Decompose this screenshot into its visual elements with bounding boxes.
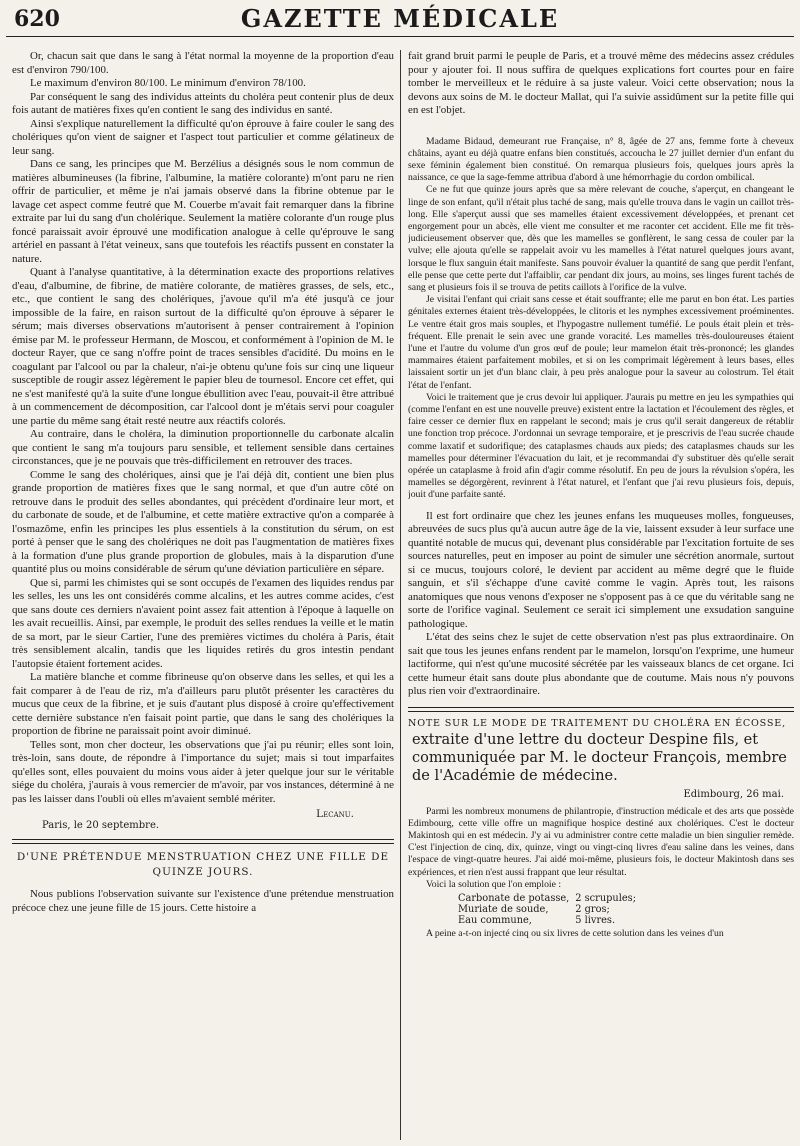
section-heading-line: QUINZE JOURS.	[152, 866, 254, 878]
recipe-qty: 2 scrupules;	[575, 893, 636, 905]
recipe-item: Carbonate de potasse,	[458, 893, 570, 905]
section-heading-line: D'UNE PRÉTENDUE MENSTRUATION CHEZ UNE FILLE DE	[16, 851, 390, 863]
commentary-paragraph: L'état des seins chez le sujet de cette observation n'est pas plus extraordinaire. On sait que tous les jeunes enfans rendent par le mamelon, lorsqu'on l'exprime, une humeur lactiforme, qui n'est qu'une mucosité sécrétée par les vaisseaux blancs de cet organe. Ici cette humeur était sans doute plus abondante que de coutume. Mais nous n'y pouvons plus rien voir d'extraordinaire.	[408, 631, 794, 698]
article-paragraph: Que si, parmi les chimistes qui se sont occupés de l'examen des liquides rendus par les selles, les uns les ont considérés comme alcalins, et les autres comme acides, c'est que sans doute ces derniers n'avaient point assez fait attention à l'époque à laquelle on les avait recueillis. Ainsi, par exemple, le produit des selles rendues la veille et le matin de sa mort, par le sieur Cartier, l'une des premières victimes du choléra à Paris, était très sensiblement alcalin, tandis que les liquides retirés du gros intestin pendant l'autopsie étaient fortement acides.	[12, 576, 394, 670]
section-intro-paragraph: Nous publions l'observation suivante sur l'existence d'une prétendue menstruation précoce chez une jeune fille de 15 jours. Cette histoire a	[12, 888, 394, 914]
section-divider	[408, 707, 794, 712]
note-final-line: A peine a-t-on injecté cinq ou six livres de cette solution dans les veines d'un	[426, 928, 724, 940]
columns	[12, 50, 792, 1140]
author-signature: Lecanu.	[316, 808, 354, 820]
page-number: 620	[14, 6, 60, 32]
page-header	[6, 0, 794, 37]
recipe-item: Eau commune,	[458, 915, 532, 927]
recipe-table	[458, 893, 642, 926]
continued-paragraph: fait grand bruit parmi le peuple de Paris, et a trouvé même des médecins assez crédules pour y ajouter foi. Il nous suffira de quelques explications fort courtes pour en faire tomber le merveilleux et le réduire à sa juste valeur. Voici cette observation; nous la devons aux soins de M. le docteur Mallat, qui l'a suivie assidûment sur la petite fille qui en est l'objet.	[408, 50, 794, 116]
article-paragraph: Au contraire, dans le choléra, la diminution proportionnelle du carbonate alcalin que contient le sang m'a toujours paru sensible, et tellement sensible dans certaines circonstances, que je ne pouvais que très-difficilement en retrouver des traces.	[12, 428, 394, 467]
section-divider	[12, 839, 394, 844]
article-paragraph: Le maximum d'environ 80/100. Le minimum d'environ 78/100.	[30, 77, 306, 89]
case-paragraph: Ce ne fut que quinze jours après que sa mère relevant de couche, s'aperçut, en changeant le linge de son enfant, qu'il n'était plus taché de sang, mais qu'elle trouva dans le vagin un caillot très-long. Elle s'aperçut aussi que ses mamelles étaient excessivement développées, et prenant cet engorgement pour un abcès, elle vient me consulter et me raconter cet accident. Elle me fit très-judicieusement observer que, dès que les mamelles se gonflèrent, le sang cessa de couler par la vulve; elle ajouta qu'elle se rappelait avoir vu les mamelles à l'état naturel quelques jours avant, lorsque le flux sanguin était manifeste. Sans pouvoir évaluer la quantité de sang que perdit l'enfant, elle pense que cette perte dut l'affaiblir, car pendant dix jours, au moins, ses linges furent tachés de sang et plusieurs fois il se trouva de petits caillots à l'orifice de la vulve.	[408, 184, 794, 293]
recipe-item: Muriate de soude,	[458, 904, 549, 916]
commentary-paragraph: Il est fort ordinaire que chez les jeunes enfans les muqueuses molles, fongueuses, abreuvées de sucs plus qu'à aucun autre âge de la vie, laissent exsuder à leur surface une quantité notable de mucus qui, devenant plus considérable par l'excitation fortuite de ses sources naturelles, peut en imposer au point de simuler une sécrétion anormale, surtout si ce mucus, toujours coloré, le devient par accident au même degré que le fluide sanguin, et s'il s'échappe d'une cavité comme le vagin. Après tout, les raisons anatomiques que nous venons d'exposer ne s'opposent pas à ce que du véritable sang ne sorte de l'orifice vaginal. Seulement ce serait ici simplement une exsudation sanguine pathologique.	[408, 509, 794, 630]
recipe-intro: Voici la solution que l'on emploie :	[426, 878, 562, 890]
article-paragraph: Quant à l'analyse quantitative, à la détermination exacte des proportions relatives d'eau, d'albumine, de fibrine, de matière colorante, de matières grasses, de sels, etc., etc., que contient le sang des cholériques, j'avoue qu'il m'a été jusqu'à ce jour impossible de la faire, en raison surtout de la difficulté qu'on éprouve à séparer le sérum; mais diverses observations m'autorisent à penser contrairement à l'opinion émise par M. le professeur Hermann, de Moscou, et conformément à l'opinion de M. le docteur Rayer, que ce sang n'offre point de traces sensibles d'acidité. Du moins en le coagulant par l'alcool ou par la chaleur, n'ai-je obtenu qu'une fois sur cinq une liqueur susceptible de rougir assez légèrement le papier bleu de tournesol. Encore cet effet, qui ne s'est manifesté qu'à la suite d'une longue ébullition avec l'eau, pouvait-il être attribué à un commencement de décomposition, car l'alcool dont je m'étais servi pour coaguler une partie du même sang était resté neutre aux réactifs colorés.	[12, 266, 394, 427]
note-dateline: Edimbourg, 26 mai.	[683, 788, 784, 800]
spacer	[408, 502, 794, 510]
right-column	[408, 50, 794, 1140]
running-title: GAZETTE MÉDICALE	[240, 4, 560, 33]
note-continuation	[408, 928, 794, 940]
recipe-row	[458, 893, 642, 904]
recipe-row	[458, 904, 642, 915]
article-paragraph: Or, chacun sait que dans le sang à l'état normal la moyenne de la proportion d'eau est d'environ 790/100.	[12, 50, 394, 76]
recipe-qty: 5 livres.	[575, 915, 616, 927]
column-rule	[400, 50, 401, 1140]
note-paragraph: Parmi les nombreux monumens de philantropie, d'instruction médicale et des arts que possède Edimbourg, cette ville offre un magnifique hospice destiné aux cholériques. C'est le docteur Makintosh qui en est médecin. J'y ai vu administrer contre cette maladie un bien singulier remède. C'est l'injection de cinq, dix, quinze, vingt ou vingt-cinq livres d'eau saline dans les veines, dans l'espace de vingt-quatre heures. J'ai aidé moi-même, plusieurs fois, le docteur Makintosh dans ses expériences, et rien n'est aussi frappant que leur résultat.	[408, 805, 794, 878]
article-paragraph: Telles sont, mon cher docteur, les observations que j'ai pu réunir; elles sont loin, très-loin, sans doute, de répondre à l'importance du sujet; mais si tout imparfaites qu'elles sont, elles pouvaient du moins vous aider à jeter quelque jour sur le véritable siége du choléra, j'aurais à vous remercier de m'avoir, par vos instances, déterminé à ne pas les laisser dans l'oubli où elles m'avaient semblé mériter.	[12, 738, 394, 805]
spacer	[408, 118, 794, 136]
note-heading: NOTE SUR LE MODE DE TRAITEMENT DU CHOLÉRA EN ÉCOSSE,	[408, 717, 786, 729]
left-column	[12, 50, 394, 1140]
article-paragraph: Comme le sang des cholériques, ainsi que je l'ai déjà dit, contient une bien plus grande proportion de matières fixes que le sang normal, et que d'un autre côté on retrouve dans le produit des selles abondantes, qui précèdent d'ordinaire leur mort, et du carbonate de soude, et de l'albumine, et cette matière extractive qu'on a comparée à l'osmazôme, enfin les principes les plus essentiels à la constitution du sérum, on est porté à penser que le sang des cholériques ne doit pas l'augmentation de matières fixes à la formation d'une plus grande proportion de globules, mais à la disparution d'une quantité plus ou moins considérable de sérum qu'une déviation particulière en sépare.	[12, 468, 394, 575]
recipe-qty: 2 gros;	[575, 904, 610, 916]
case-paragraph: Je visitai l'enfant qui criait sans cesse et était souffrante; elle me parut en bon état. Les parties génitales externes étaient très-développées, le clitoris et les nymphes excessivement proéminentes. Le ventre était gros mais souples, et l'hypogastre nullement tuméfié. Le pouls était plein et très-fréquent. Elle prenait le sein avec une grande voracité. Les mamelles très-douloureuses étaient l'une et l'autre du volume d'un gros œuf de poule; leur mamelon était très-prononcé; les glandes mammaires étaient parfaitement mobiles, et si on les comprimait légèrement à leurs bases, elles laissaient sortir un jet d'un blanc clair, à peu près analogue pour la saveur au colostrum. Tel était l'état de l'enfant.	[408, 294, 794, 391]
note-body	[408, 806, 794, 891]
case-paragraph: Voici le traitement que je crus devoir lui appliquer. J'aurais pu mettre en jeu les sympathies qui (comme l'enfant en est une nouvelle preuve) existent entre la lactation et l'écoulement des règles, et faire cesser ce dernier flux en rappelant le second; mais je crus qu'il serait dangereux de rétablir une fonction trop précoce. J'ordonnai un sevrage temporaire, et je prescrivis de l'eau sucrée chaude comme laxatif et sudorifique; des cataplasmes chauds aux pieds; des cataplasmes chauds sur les mamelles pour déterminer l'évacuation du lait, et je recommandai d'y substituer dès qu'elle serait opérée un cataplasme à froid afin d'agir comme résolutif. En peu de jours la révulsion s'opéra, les mamelles se dégorgèrent, revinrent à l'état naturel, et l'enfant que j'ai revu plusieurs fois, depuis, jouit d'une parfaite santé.	[408, 391, 794, 501]
case-report	[408, 136, 794, 502]
case-paragraph: Madame Bidaud, demeurant rue Française, n° 8, âgée de 27 ans, femme forte à cheveux châtains, ayant eu déjà quatre enfans bien constitués, accoucha le 27 juillet dernier d'un enfant du sexe féminin également bien constitué. On remarqua plusieurs fois, quelques jours après la naissance, ce que la sage-femme attribua d'abord à une hémorrhagie du cordon ombilical.	[408, 135, 794, 184]
article-paragraph: Ainsi s'explique naturellement la difficulté qu'on éprouve à faire couler le sang des cholériques qu'on vient de saigner et l'aspect tout particulier et comme gélatineux de leur sang.	[12, 117, 394, 157]
article-paragraph: La matière blanche et comme fibrineuse qu'on observe dans les selles, et qui les a fait comparer à de l'eau de riz, m'a d'ailleurs paru plutôt présenter les caractères du mucus que ceux de la fibrine, et je suis d'autant plus disposé à croire qu'effectivement cette dernière substance n'en faisait point partie, que dans le sang des cholériques la proportion de fibrine ne paraissait point avoir diminué.	[12, 671, 394, 737]
article-paragraph: Dans ce sang, les principes que M. Berzélius a désignés sous le nom commun de matières albumineuses (la fibrine, l'albumine, la matière colorante) m'ont paru ne rien offrir de particulier, et même je n'ai jamais observé dans la fibrine obtenue par le lavage cet aspect comme feutré que M. Couerbe m'avait fait remarquer dans la fibrine extraite par lui du sang d'un cholérique. Seulement la matière colorante d'un rouge plus foncé paraissait avoir éprouvé une modification analogue à celle qu'éprouve le sang artériel en passant à l'état veineux, sans que toutefois les réactifs pussent en constater la nature.	[12, 158, 394, 265]
article-dateline: Paris, le 20 septembre.	[42, 820, 160, 831]
article-paragraph: Par conséquent le sang des individus atteints du choléra peut contenir plus de deux fois autant de matières fixes qu'en contient le sang des individus en santé.	[12, 90, 394, 116]
section-heading	[12, 850, 394, 880]
recipe-row	[458, 915, 642, 926]
note-title: extraite d'une lettre du docteur Despine fils, et communiquée par M. le docteur François, membre de l'Académie de médecine.	[412, 731, 787, 784]
